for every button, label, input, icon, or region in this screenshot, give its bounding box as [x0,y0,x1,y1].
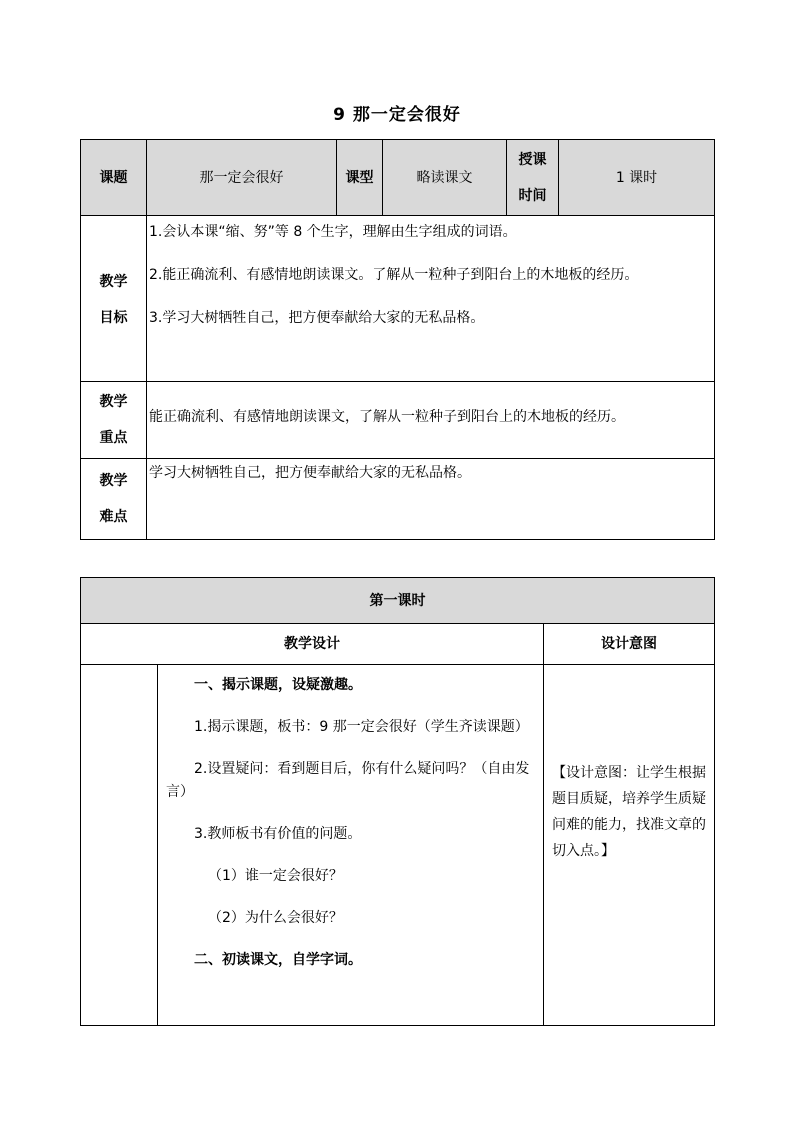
period-title: 第一课时 [81,578,715,624]
content-paragraph: 2.设置疑问：看到题目后，你有什么疑问吗？（自由发言） [166,761,530,800]
design-intent-note: 【设计意图：让学生根据题目质疑，培养学生质疑问难的能力，找准文章的切入点。】 [544,665,715,1026]
design-column-header: 教学设计 [81,624,544,665]
class-time-label-line1: 授课 [518,151,547,168]
key-points-text: 能正确流利、有感情地朗读课文，了解从一粒种子到阳台上的木地板的经历。 [147,382,715,459]
objectives-content [147,216,715,382]
header-row [81,140,715,216]
period-row [81,578,715,624]
class-time-value: 1 课时 [559,140,715,216]
objectives-label-line1: 教学 [99,273,128,290]
content-paragraph: （1）谁一定会很好？ [208,868,343,884]
section-heading: 一、揭示课题，设疑激趣。 [194,677,362,693]
difficulties-label [81,459,147,540]
key-points-row [81,382,715,459]
key-points-label-line1: 教学 [99,394,128,410]
key-points-label [81,382,147,459]
column-header-row [81,624,715,665]
objective-item: 3.学习大树牺牲自己，把方便奉献给大家的无私品格。 [149,310,485,326]
section-heading: 二、初读课文，自学字词。 [194,952,362,968]
difficulties-label-line1: 教学 [99,473,128,489]
blank-margin-cell [81,665,158,1026]
content-paragraph: 3.教师板书有价值的问题。 [194,826,362,842]
content-paragraph: （2）为什么会很好？ [208,910,343,926]
lesson-info-table [80,139,715,540]
class-time-label [507,140,559,216]
page-title: 9 那一定会很好 [333,105,461,125]
content-paragraph: 1.揭示课题，板书：9 那一定会很好（学生齐读课题） [194,719,529,735]
class-time-label-line2: 时间 [518,187,547,204]
lesson-type-label: 课型 [337,140,383,216]
objectives-label [81,216,147,382]
difficulties-row [81,459,715,540]
lesson-design-table [80,577,715,1026]
design-content [158,665,544,1026]
objectives-label-line2: 目标 [99,309,128,326]
objective-item: 2.能正确流利、有感情地朗读课文。了解从一粒种子到阳台上的木地板的经历。 [149,267,639,283]
difficulties-label-line2: 难点 [99,509,128,525]
difficulties-text: 学习大树牺牲自己，把方便奉献给大家的无私品格。 [147,459,715,540]
lesson-type-value: 略读课文 [383,140,507,216]
intent-column-header: 设计意图 [544,624,715,665]
objectives-row [81,216,715,382]
topic-value: 那一定会很好 [147,140,337,216]
objective-item: 1.会认本课“缩、努”等 8 个生字，理解由生字组成的词语。 [149,224,517,240]
key-points-label-line2: 重点 [99,430,128,446]
design-content-row [81,665,715,1026]
topic-label: 课题 [81,140,147,216]
